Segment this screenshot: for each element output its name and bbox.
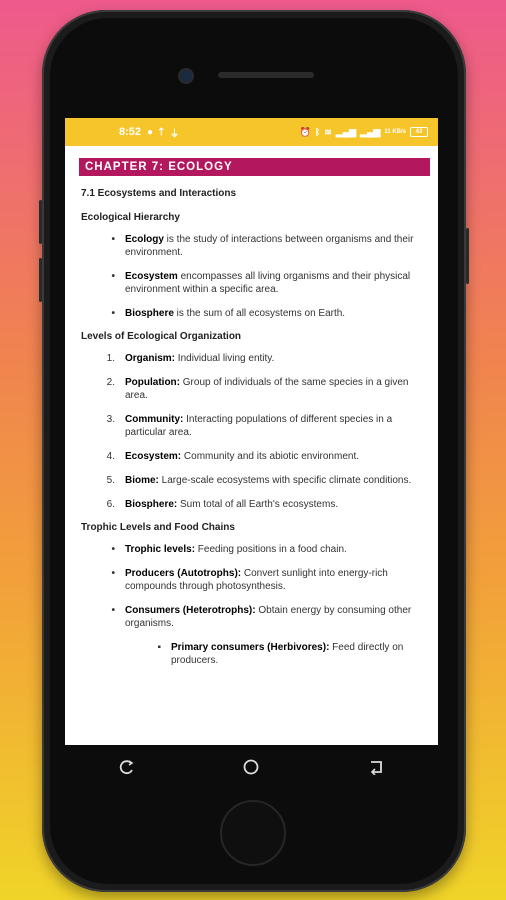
list-item: • Producers (Autotrophs): Convert sunlight into energy-rich compounds through photosynthesis. xyxy=(111,568,388,592)
bluetooth-icon: ᛒ xyxy=(314,127,321,137)
signal-icon: ▂▄▆ xyxy=(360,126,381,137)
ring-icon: ● xyxy=(147,126,154,138)
back-nav-button[interactable] xyxy=(356,752,396,782)
list-item: 4. Ecosystem: Community and its abiotic environment. xyxy=(106,451,359,462)
phone-screen xyxy=(65,118,438,745)
network-speed: 11 KB/s xyxy=(384,129,406,135)
list-item: • Consumers (Heterotrophs): Obtain energy by consuming other organisms. xyxy=(111,605,412,629)
hierarchy-list xyxy=(79,233,430,320)
usb-icon: ⏚ xyxy=(169,128,180,140)
sub-list-item: ▪ Primary consumers (Herbivores): Feed directly on producers. xyxy=(157,642,404,666)
levels-list xyxy=(79,352,430,511)
status-time: 8:52 xyxy=(119,126,142,138)
back-icon xyxy=(368,759,384,775)
system-nav-bar xyxy=(65,746,438,788)
trophic-list xyxy=(79,543,430,667)
battery-level: 43 xyxy=(415,129,423,135)
list-item: • Ecology is the study of interactions between organisms and their environment. xyxy=(111,234,414,258)
recent-apps-button[interactable] xyxy=(107,752,147,782)
list-item: 6. Biosphere: Sum total of all Earth's ecosystems. xyxy=(106,499,339,510)
signal-icon: ▂▄▆ xyxy=(335,126,357,137)
section-heading: Ecological Hierarchy xyxy=(81,212,180,223)
volume-button xyxy=(39,200,42,244)
list-item: 5. Biome: Large-scale ecosystems with specific climate conditions. xyxy=(106,475,412,486)
chapter-title: CHAPTER 7: ECOLOGY xyxy=(79,158,430,176)
home-nav-button[interactable] xyxy=(231,752,271,782)
document-content xyxy=(65,146,438,667)
volume-button xyxy=(39,258,42,302)
section-heading: Trophic Levels and Food Chains xyxy=(81,522,235,533)
wifi-icon: ≋ xyxy=(324,126,332,137)
list-item: 1. Organism: Individual living entity. xyxy=(106,353,275,364)
physical-home-button[interactable] xyxy=(220,800,286,866)
home-icon xyxy=(242,758,260,776)
recent-apps-icon xyxy=(119,759,135,775)
section-heading: Levels of Ecological Organization xyxy=(81,331,242,342)
list-item: 2. Population: Group of individuals of the same species in a given area. xyxy=(106,377,409,401)
earpiece-speaker xyxy=(218,72,314,78)
list-item: 3. Community: Interacting populations of different species in a particular area. xyxy=(106,414,393,438)
power-button xyxy=(466,228,469,284)
status-bar xyxy=(65,118,438,146)
front-camera xyxy=(180,70,192,82)
list-item: • Ecosystem encompasses all living organisms and their physical environment within a specific area. xyxy=(111,271,411,295)
list-item: • Trophic levels: Feeding positions in a food chain. xyxy=(111,544,347,555)
list-item: • Biosphere is the sum of all ecosystems on Earth. xyxy=(111,308,346,319)
cast-icon: ⇡ xyxy=(157,126,166,138)
battery-icon xyxy=(410,127,428,137)
alarm-icon: ⏰ xyxy=(299,126,311,137)
section-title: 7.1 Ecosystems and Interactions xyxy=(81,188,237,199)
